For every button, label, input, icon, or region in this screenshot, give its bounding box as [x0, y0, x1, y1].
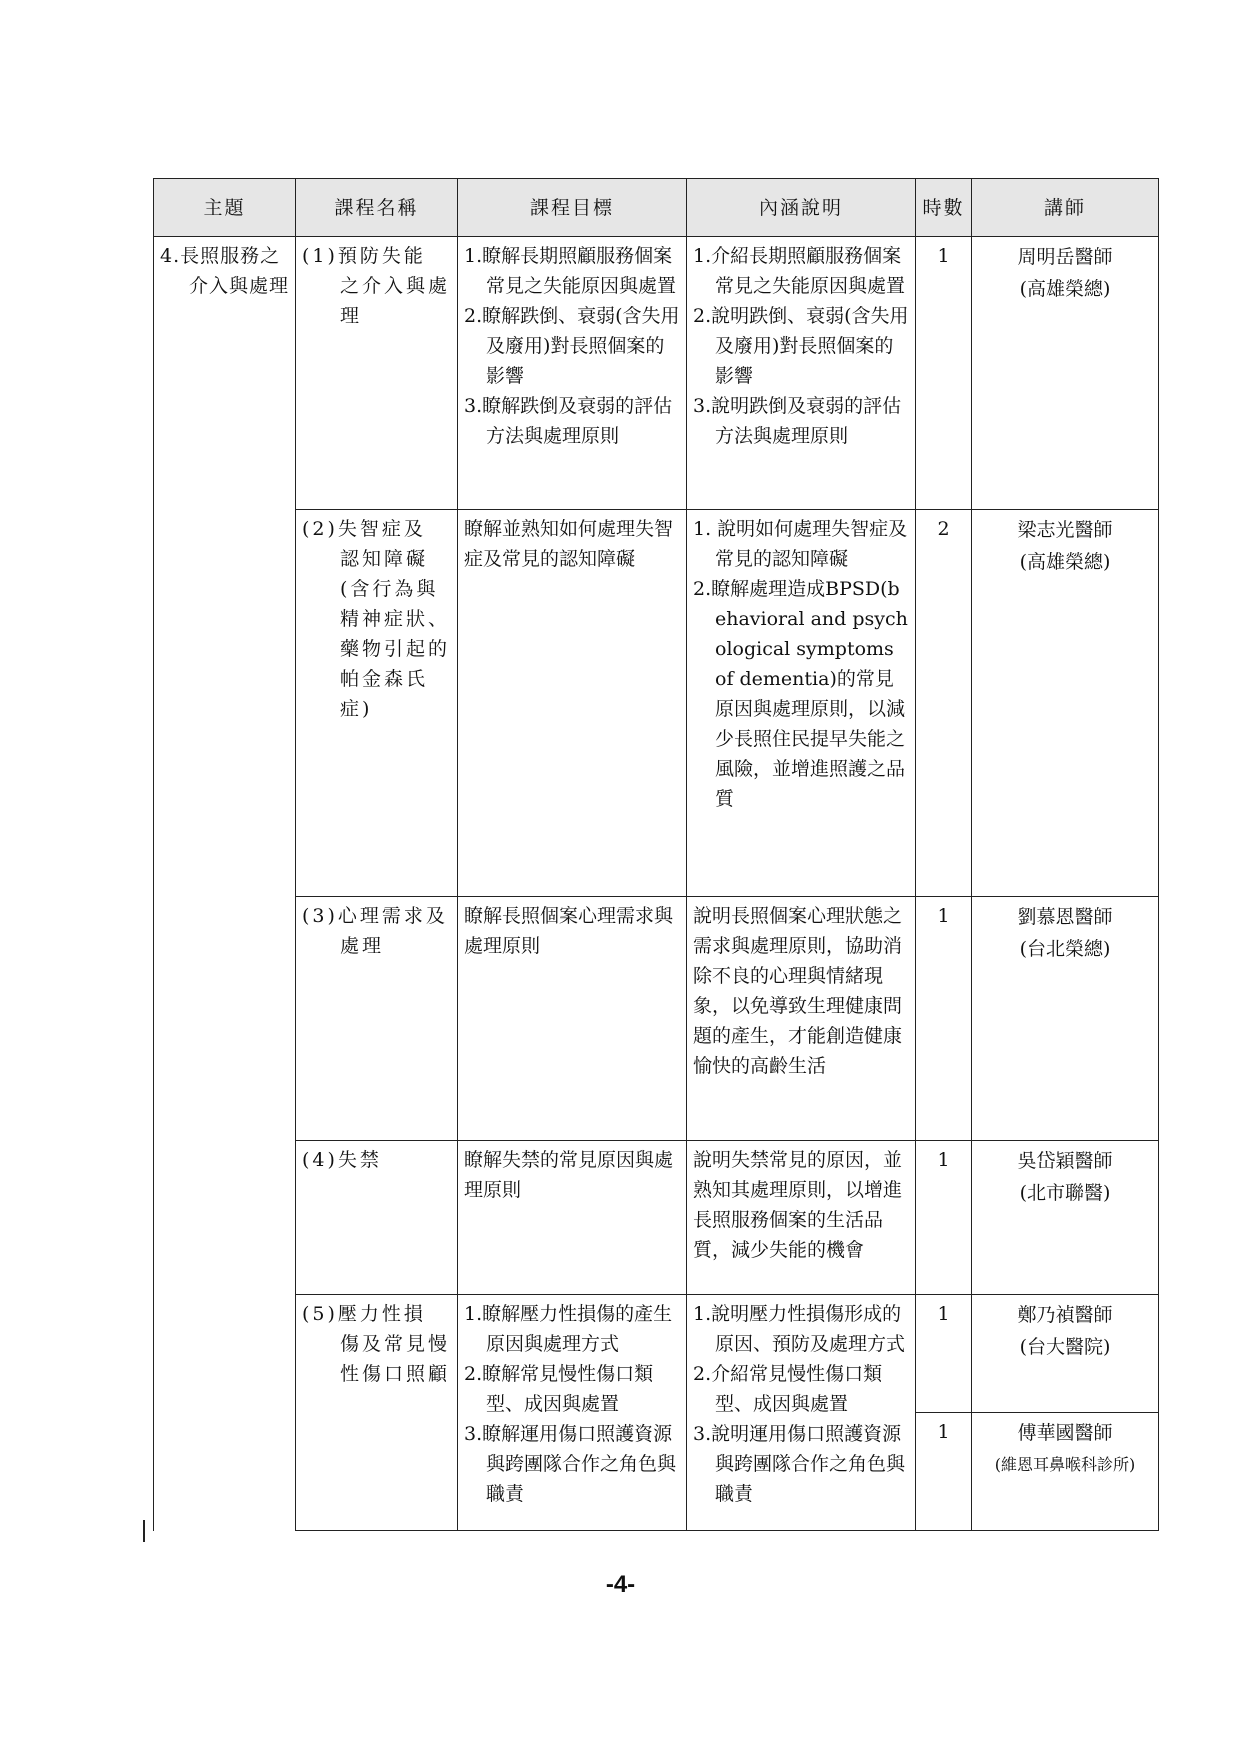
- header-content: 內涵說明: [687, 179, 916, 237]
- content-item: 2.說明跌倒、衰弱(含失用及廢用)對長照個案的影響: [693, 305, 909, 387]
- goal-item: 3.瞭解跌倒及衰弱的評估方法與處理原則: [464, 395, 673, 447]
- course-content: 說明長照個案心理狀態之需求與處理原則，協助消除不良的心理與情緒現象，以免導致生理健康問題的產生，才能創造健康愉快的高齡生活: [687, 897, 916, 1141]
- content-item: 2.瞭解處理造成BPSD(behavioral and psychological symptoms of dementia)的常見原因與處理原則，以減少長照住民提早失能之風險，並增進照護之品 質: [693, 578, 908, 810]
- theme-line2: 介入與處理: [188, 275, 289, 297]
- lecturer-affiliation: (高雄榮總): [1019, 278, 1111, 300]
- table-row: [154, 897, 1159, 1141]
- lecturer-cell: [972, 1141, 1159, 1295]
- header-row: [154, 179, 1159, 237]
- lecturer-cell: [972, 237, 1159, 510]
- course-hours: 1: [916, 897, 972, 1141]
- content-item: 1.說明壓力性損傷形成的原因、預防及處理方式: [693, 1303, 906, 1355]
- course-goals: 瞭解失禁的常見原因與處理原則: [458, 1141, 687, 1295]
- course-table: [153, 178, 1159, 1531]
- content-item: 1.介紹長期照顧服務個案常見之失能原因與處置: [693, 245, 906, 297]
- lecturer-name: 吳岱穎醫師: [1017, 1150, 1113, 1172]
- table-continuation-line: [143, 1520, 145, 1542]
- lecturer-affiliation: (維恩耳鼻喉科診所): [994, 1455, 1136, 1474]
- course-name: (2)失智症及 認知障礙(含行為與精神症狀、藥物引起的帕金森氏症): [296, 510, 458, 897]
- lecturer-name: 梁志光醫師: [1017, 519, 1113, 541]
- lecturer-name: 周明岳醫師: [1017, 246, 1113, 268]
- goal-item: 1.瞭解壓力性損傷的產生原因與處理方式: [464, 1303, 673, 1355]
- lecturer-affiliation: (高雄榮總): [1019, 551, 1111, 573]
- lecturer-cell: [972, 897, 1159, 1141]
- header-lecturer: 講師: [972, 179, 1159, 237]
- content-item: 1. 說明如何處理失智症及常見的認知障礙: [693, 518, 908, 570]
- goal-item: 3.瞭解運用傷口照護資源與跨團隊合作之角色與職責: [464, 1423, 677, 1505]
- table-row: [154, 510, 1159, 897]
- course-name: (4)失禁: [296, 1141, 458, 1295]
- course-name: (5)壓力性損 傷及常見慢性傷口照顧: [296, 1295, 458, 1531]
- goal-item: 2.瞭解跌倒、衰弱(含失用及廢用)對長照個案的影響: [464, 305, 680, 387]
- course-content: [687, 237, 916, 510]
- lecturer-affiliation: (北市聯醫): [1019, 1182, 1111, 1204]
- lecturer-name: 劉慕恩醫師: [1017, 906, 1113, 928]
- course-content: 說明失禁常見的原因，並熟知其處理原則，以增進長照服務個案的生活品質，減少失能的機會: [687, 1141, 916, 1295]
- lecturer-affiliation: (台大醫院): [1019, 1336, 1111, 1358]
- lecturer-cell: [972, 1295, 1159, 1413]
- header-theme: 主題: [154, 179, 296, 237]
- course-goals: 瞭解並熟知如何處理失智症及常見的認知障礙: [458, 510, 687, 897]
- lecturer-cell: [972, 1413, 1159, 1531]
- course-goals: 瞭解長照個案心理需求與處理原則: [458, 897, 687, 1141]
- page-number: -4-: [605, 1571, 636, 1598]
- content-item: 3.說明跌倒及衰弱的評估方法與處理原則: [693, 395, 902, 447]
- header-course-name: 課程名稱: [296, 179, 458, 237]
- course-goals: [458, 1295, 687, 1531]
- goal-item: 2.瞭解常見慢性傷口類型、成因與處置: [464, 1363, 654, 1415]
- header-course-goal: 課程目標: [458, 179, 687, 237]
- course-name: (1)預防失能 之介入與處理: [296, 237, 458, 510]
- course-hours: 1: [916, 1141, 972, 1295]
- theme-line1: 4.長照服務之: [160, 245, 281, 267]
- lecturer-cell: [972, 510, 1159, 897]
- theme-cell: [154, 237, 296, 1531]
- lecturer-affiliation: (台北榮總): [1019, 938, 1111, 960]
- course-hours: 1: [916, 237, 972, 510]
- content-item: 3.說明運用傷口照護資源與跨團隊合作之角色與職責: [693, 1423, 906, 1505]
- course-content: [687, 1295, 916, 1531]
- course-name: (3)心理需求及 處理: [296, 897, 458, 1141]
- course-hours: 1: [916, 1295, 972, 1413]
- lecturer-name: 傅華國醫師: [1017, 1422, 1113, 1444]
- header-hours: 時數: [916, 179, 972, 237]
- course-content: [687, 510, 916, 897]
- lecturer-name: 鄭乃禎醫師: [1017, 1304, 1113, 1326]
- goal-item: 1.瞭解長期照顧服務個案常見之失能原因與處置: [464, 245, 677, 297]
- table-row: [154, 1295, 1159, 1413]
- table-row: [154, 237, 1159, 510]
- table-row: [154, 1141, 1159, 1295]
- course-hours: 2: [916, 510, 972, 897]
- content-item: 2.介紹常見慢性傷口類型、成因與處置: [693, 1363, 883, 1415]
- course-goals: [458, 237, 687, 510]
- course-hours: 1: [916, 1413, 972, 1531]
